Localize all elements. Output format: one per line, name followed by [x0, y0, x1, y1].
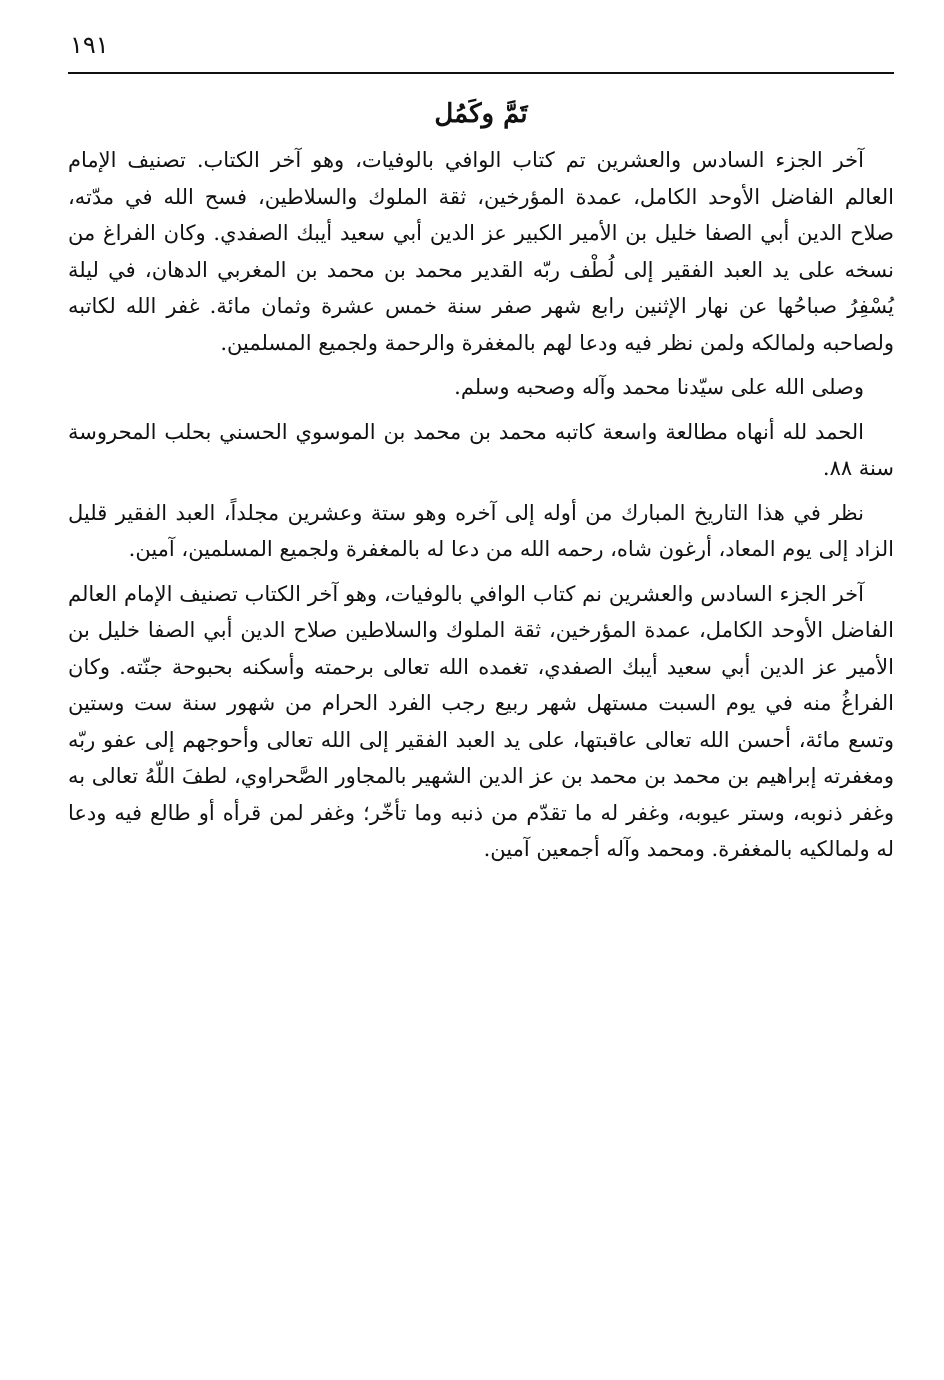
header-rule — [68, 72, 894, 74]
page-number: ١٩١ — [70, 31, 109, 59]
paragraph-3: الحمد لله أنهاه مطالعة واسعة كاتبه محمد بن محمد بن الموسوي الحسني بحلب المحروسة سنة ٨٨. — [68, 419, 894, 480]
colophon-heading: تَمَّ وكَمُل — [434, 99, 528, 129]
paragraph-4: نظر في هذا التاريخ المبارك من أوله إلى آخره وهو ستة وعشرين مجلداً، العبد الفقير قليل الزاد إلى يوم المعاد، أرغون شاه، رحمه الله من دعا له بالمغفرة ولجميع المسلمين، آمين. — [68, 500, 894, 561]
paragraph-2: وصلى الله على سيّدنا محمد وآله وصحبه وسلم. — [454, 375, 864, 399]
page-content — [68, 92, 894, 876]
paragraph-5: آخر الجزء السادس والعشرين نم كتاب الوافي بالوفيات، وهو آخر الكتاب تصنيف الإمام العالم الفاضل الأوحد الكامل، عمدة المؤرخين، ثقة الملوك والسلاطين صلاح الدين أبي الصفا خليل بن الأمير عز الدين أبي سعيد أيبك الصفدي، تغمده الله تعالى برحمته وأسكنه بحبوحة جنّته. وكان الفراغُ منه في يوم السبت مستهل شهر ربيع رجب الفرد الحرام من شهور سنة ست وستين وتسع مائة، أحسن الله تعالى عاقبتها، على يد العبد الفقير إلى الله تعالى وأحوجهم إلى عفو ربّه ومغفرته إبراهيم بن محمد بن محمد بن عز الدين الشهير بالمجاور الصَّحراوي، لطفَ اللّهُ تعالى به وغفر ذنوبه، وستر عيوبه، وغفر له ما تقدّم من ذنبه وما تأخّر؛ وغفر لمن قرأه أو طالع فيه ودعا له ولمالكيه بالمغفرة. ومحمد وآله أجمعين آمين. — [68, 581, 894, 861]
paragraph-1: آخر الجزء السادس والعشرين تم كتاب الوافي بالوفيات، وهو آخر الكتاب. تصنيف الإمام العالم الفاضل الأوحد الكامل، عمدة المؤرخين، ثقة الملوك والسلاطين، فسح الله في مدّته، صلاح الدين أبي الصفا خليل بن الأمير الكبير عز الدين أبي سعيد أيبك الصفدي. وكان الفراغ من نسخه على يد العبد الفقير إلى لُطْف ربّه القدير محمد بن محمد بن المغربي الدهان، في ليلة يُسْفِرُ صباحُها عن نهار الإثنين رابع شهر صفر سنة خمس عشرة وثمان مائة. غفر الله لكاتبه ولصاحبه ولمالكه ولمن نظر فيه ودعا لهم بالمغفرة والرحمة ولجميع المسلمين. — [68, 148, 894, 355]
